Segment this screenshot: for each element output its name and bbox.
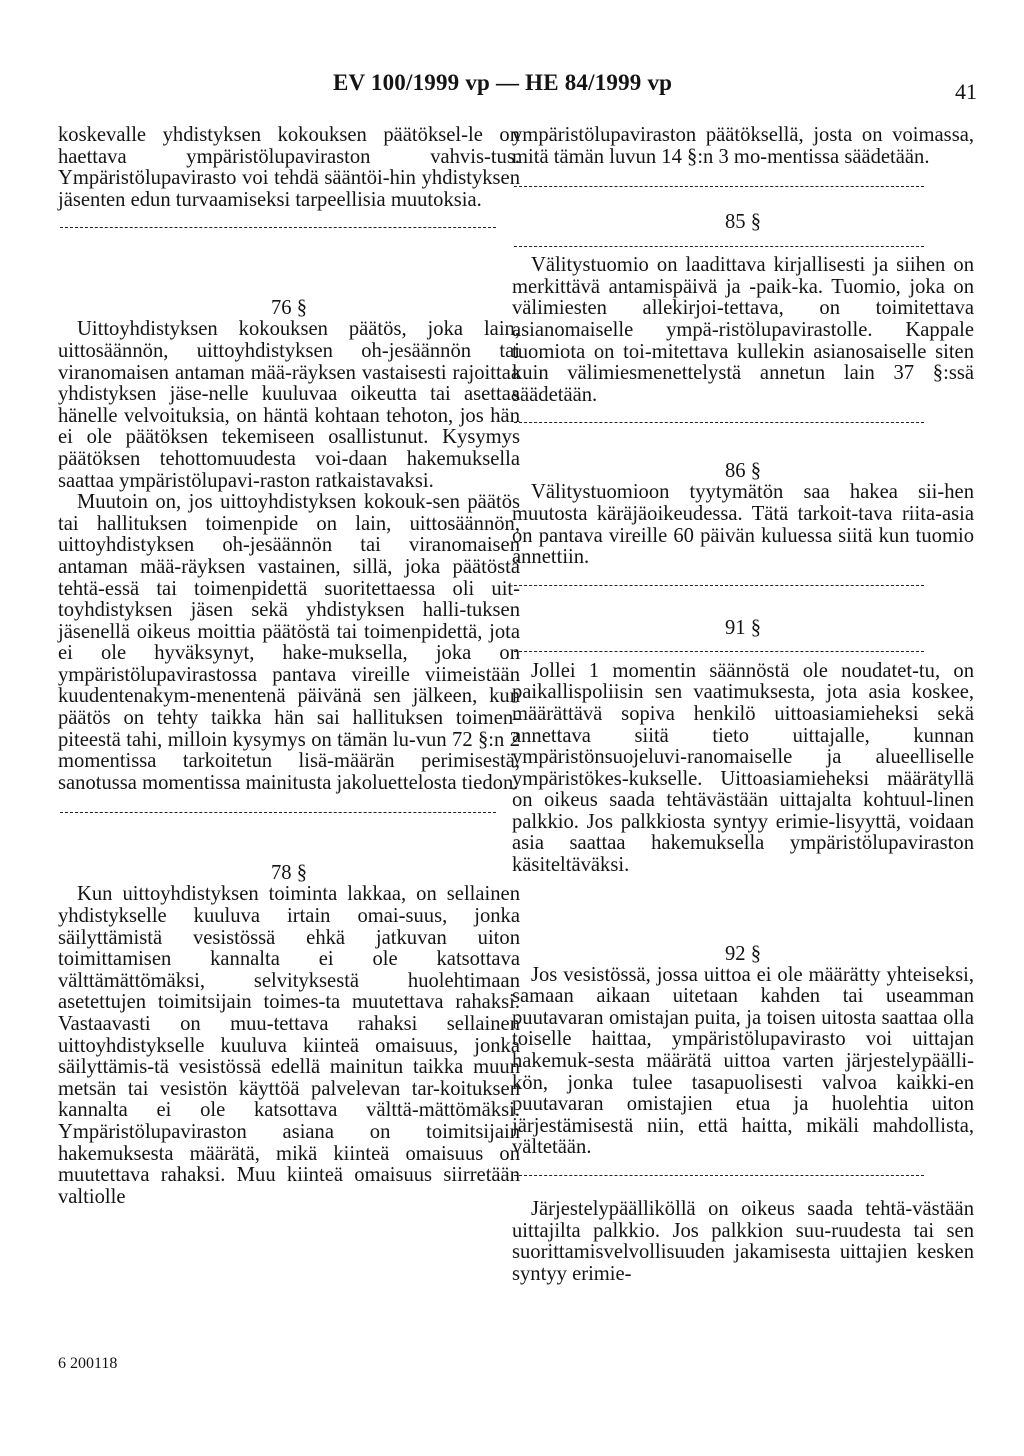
- running-header: EV 100/1999 vp — HE 84/1999 vp: [333, 70, 673, 95]
- section-heading-85: 85 §: [724, 211, 762, 234]
- paragraph: Välitystuomio on laadittava kirjallisesti ja siihen on merkittävä antamispäivä ja -paik-ka. Tuomio, joka on välimiesten allekirjoi-tettava, on toimitettava asianomaiselle ympä-ristölupavirastolle. Kappale tuomiota on toi-mitettava kullekin asianosaiselle siten kuin välimiesmenettelystä annetun lain 37 §:ssä säädetään.: [512, 254, 974, 406]
- left-column: [58, 125, 520, 1208]
- paragraph: Järjestelypäälliköllä on oikeus saada tehtä-västään uittajilta palkkio. Jos palkkion suu-ruudesta tai sen suorittamisvelvollisuuden jakamisesta uittajien kesken syntyy erimie-: [512, 1198, 974, 1285]
- paragraph: koskevalle yhdistyksen kokouksen päätöksel-le on haettava ympäristölupaviraston vahvis-tus. Ympäristölupavirasto voi tehdä sääntöi-hin yhdistyksen jäsenten edun turvaamiseksi tarpeellisia muutoksia.: [58, 124, 520, 211]
- section-heading-92: 92 §: [724, 942, 762, 965]
- section-divider: [60, 227, 496, 229]
- right-column: [512, 125, 974, 1285]
- section-heading-86: 86 §: [724, 460, 762, 483]
- section-heading-78: 78 §: [270, 862, 308, 885]
- footer-code: 6 200118: [58, 1355, 118, 1372]
- section-divider: [514, 246, 924, 248]
- paragraph: ympäristölupaviraston päätöksellä, josta on voimassa, mitä tämän luvun 14 §:n 3 mo-mentissa säädetään.: [512, 124, 974, 168]
- paragraph: Uittoyhdistyksen kokouksen päätös, joka lain, uittosäännön, uittoyhdistyksen oh-jesäännön tai viranomaisen antaman mää-räyksen vastaisesti rajoittaa yhdistyksen jäse-nelle kuuluvaa oikeutta tai asettaa hänelle velvoituksia, on häntä kohtaan tehoton, jos hän ei ole päätöksen tekemiseen osallistunut. Kysymys päätöksen tehottomuudesta voi-daan hakemuksella saattaa ympäristölupavi-raston ratkaistavaksi.: [58, 318, 520, 492]
- section-heading-76: 76 §: [270, 297, 308, 320]
- section-divider: [60, 812, 496, 814]
- page-number: 41: [955, 79, 977, 104]
- section-heading-91: 91 §: [724, 616, 762, 639]
- paragraph: Muutoin on, jos uittoyhdistyksen kokouk-sen päätös tai hallituksen toimenpide on lain, uittosäännön, uittoyhdistyksen oh-jesäännön tai viranomaisen antaman mää-räyksen vastainen, sillä, joka päätöstä tehtä-essä tai toimenpidettä suoritettaessa oli uit-toyhdistyksen jäsen sekä yhdistyksen halli-tuksen jäsenellä oikeus moittia päätöstä tai toimenpidettä, jota ei ole hyväksynyt, hake-muksella, joka on ympäristölupavirastossa pantava vireille viimeistään kuudentenakym-menentenä päivänä sen jälkeen, kun päätös on tehty taikka hän sai hallituksen toimen-piteestä tahi, milloin kysymys on tämän lu-vun 72 §:n 2 momentissa tarkoitetun lisä-määrän perimisestä, sanotussa momentissa mainitusta jakoluettelosta tiedon.: [58, 491, 520, 794]
- paragraph: Kun uittoyhdistyksen toiminta lakkaa, on sellainen yhdistykselle kuuluva irtain omai-suus, jonka säilyttämistä vesistössä ehkä jatkuvan uiton toimittamisen kannalta ei ole katsottava välttämättömäksi, selvityksestä huolehtimaan asetettujen toimitsijain toimes-ta muutettava rahaksi. Vastaavasti on muu-tettava rahaksi sellainen uittoyhdistykselle kuuluva kiinteä omaisuus, jonka säilyttämis-tä vesistössä edellä mainitun taikka muun metsän tai vesistön käyttöä palvelevan tar-koituksen kannalta ei ole katsottava välttä-mättömäksi. Ympäristölupaviraston asiana on toimitsijain hakemuksesta määrätä, mikä kiinteä omaisuus on muutettava rahaksi. Muu kiinteä omaisuus siirretään valtiolle: [58, 883, 520, 1208]
- section-divider: [514, 651, 924, 653]
- section-divider: [514, 186, 924, 188]
- section-divider: [514, 422, 924, 424]
- section-divider: [514, 585, 924, 587]
- paragraph: Jollei 1 momentin säännöstä ole noudatet-tu, on paikallispoliisin sen vaatimuksesta, jota asia koskee, määrättävä sopiva henkilö uittoasiamieheksi sekä annettava siitä tieto uittajalle, kunnan ympäristönsuojeluvi-ranomaiselle ja alueelliselle ympäristökes-kukselle. Uittoasiamieheksi määrätyllä on oikeus saada tehtävästään uittajalta kohtuul-linen palkkio. Jos palkkiosta syntyy erimie-lisyyttä, voidaan asia saattaa hakemuksella ympäristölupaviraston käsiteltäväksi.: [512, 659, 974, 877]
- section-divider: [514, 1175, 924, 1177]
- paragraph: Välitystuomioon tyytymätön saa hakea sii-hen muutosta käräjäoikeudessa. Tätä tarkoit-tava riita-asia on pantava vireille 60 päivän kuluessa siitä kun tuomio annettiin.: [512, 481, 974, 569]
- paragraph: Jos vesistössä, jossa uittoa ei ole määrätty yhteiseksi, samaan aikaan uitetaan kahden tai useamman puutavaran omistajan puita, ja toisen uitosta saattaa olla toiselle haittaa, ympäristölupavirasto voi uittajan hakemuk-sesta määrätä uittoa varten järjestelypäälli-kön, jonka tulee tasapuolisesti valvoa kaikki-en puutavaran omistajien etua ja huolehtia uiton järjestämisestä niin, että haitta, mikäli mahdollista, vältetään.: [512, 963, 974, 1159]
